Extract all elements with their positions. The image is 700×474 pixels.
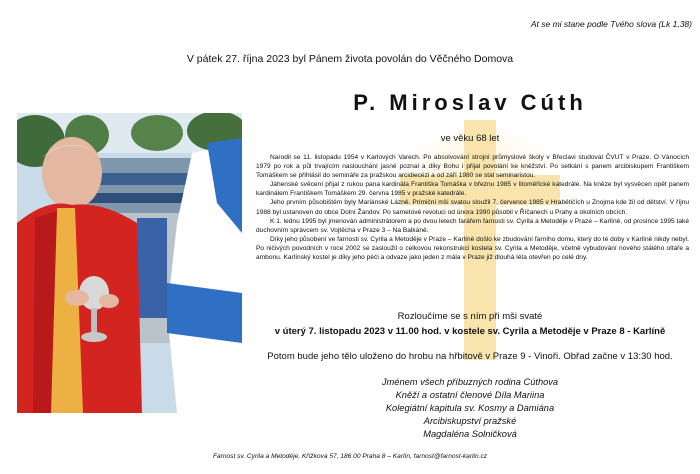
mourner-line: Magdaléna Solničková bbox=[423, 429, 517, 439]
mourner-line: Arcibiskupství pražské bbox=[423, 416, 517, 426]
footer-contact: Farnost sv. Cyrila a Metoděje, Křížkova 57, 186 00 Praha 8 – Karlín, farnost@farnost-karlin.cz bbox=[212, 453, 488, 460]
burial-info: Potom bude jeho tělo uloženo do hrobu na hřbitově v Praze 9 - Vinoři. Obřad začne v 13:30 hod. bbox=[267, 351, 673, 362]
mourners-list bbox=[250, 376, 690, 441]
biography bbox=[256, 153, 689, 262]
portrait-photo bbox=[17, 113, 242, 413]
motto-quote: At se mi stane podle Tvého slova (Lk 1,38) bbox=[530, 19, 692, 29]
farewell-details: v úterý 7. listopadu 2023 v 11.00 hod. v kostele sv. Cyrila a Metoděje v Praze 8 - Karlíně bbox=[274, 326, 666, 337]
mourner-line: Kolegiátní kapitula sv. Kosmy a Damiána bbox=[385, 403, 555, 413]
bio-paragraph: Díky jeho působení ve farnosti sv. Cyrila a Metoděje v Praze – Karlíně došlo ke zbudování farního domu, který do té doby v Karlíně nikdy nebyl. Po ničivých povodních v roce 2002 se zasloužil o celkovou rekonstrukci kostela sv. Cyrila a Metoděje, včetně vybudování nového stálého oltáře a ambonu. Karlínský kostel je díky jeho péči a odvaze jako jeden z mála v Praze již dlouhá léta otevřen po celé dny. bbox=[256, 235, 689, 262]
announcement: V pátek 27. října 2023 byl Pánem života povolán do Věčného Domova bbox=[186, 53, 514, 65]
mourner-line: Kněží a ostatní členové Díla Mariina bbox=[395, 390, 545, 400]
bio-paragraph: Narodil se 11. listopadu 1954 v Karlových Varech. Po absolvování strojní průmyslové školy v Břeclavi studoval ČVUT v Praze. O Vánocích 1979 po rok a půl trvajícím naslouchání jasně poznal a díky Bohu i přijal povolání ke kněžství. Po setkání s panem arcibiskupem Františkem Tomáškem se přihlásil do semináře za pražskou arcidiecézi a od září 1980 se stal seminaristou. bbox=[256, 154, 689, 180]
bio-paragraph: Jáhenské svěcení přijal z rukou pana kardinála Františka Tomáška v březnu 1985 v litoměřické katedrále. Na kněze byl vysvěcen opět panem kardinálem Františkem Tomáškem 29. června 1985 v pražské katedrále. bbox=[256, 181, 689, 198]
age-line: ve věku 68 let bbox=[440, 133, 500, 144]
mourner-line: Jménem všech příbuzných rodina Cúthova bbox=[381, 377, 559, 387]
bio-paragraph: K 1. lednu 1995 byl jmenován administrátorem a po dvou letech farářem farnosti sv. Cyrila a Metoděje v Praze – Karlíně, od prosince 1995 také duchovním správcem sv. Vojtěcha v Praze 3 – Na Balkáně. bbox=[256, 217, 689, 234]
bio-paragraph: Jeho prvním působištěm byly Mariánské Lázně. Primiční mši svatou sloužil 7. července 1985 v Hrabětičích u Znojma kde žil od dětství. V říjnu 1988 byl ustanoven do obce Dolní Žandov. Po sametové revoluci od února 1990 působil v Říčanech u Prahy a okolních obcích. bbox=[256, 199, 689, 216]
deceased-name: P. Miroslav Cúth bbox=[353, 90, 587, 115]
farewell-intro: Rozloučíme se s ním při mši svaté bbox=[397, 311, 543, 322]
